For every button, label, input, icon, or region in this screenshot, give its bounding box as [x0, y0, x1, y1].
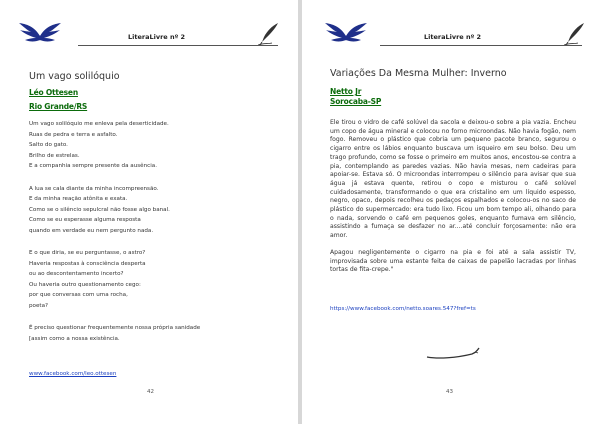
- verse-line: ou ao descontentamento incerto?: [29, 271, 124, 277]
- author-location[interactable]: Sorocaba-SP: [330, 97, 382, 106]
- verse-line: Como se eu esperasse alguma resposta: [29, 217, 141, 223]
- verse-line: E da minha reação atônita e exata.: [29, 196, 128, 202]
- author-name[interactable]: Netto Jr: [330, 87, 362, 96]
- verse-line: [assim como a nossa existência.: [29, 335, 120, 342]
- verse-line: quando em verdade eu nem pergunto nada.: [29, 227, 154, 234]
- verse-line: Ruas de pedra e terra e asfalto.: [29, 131, 118, 138]
- verse-line: Um vago solilóquio me enleva pela deserticidade.: [29, 121, 169, 127]
- verse-line: por que conversas com uma rocha,: [29, 292, 128, 298]
- page-header: [302, 20, 600, 60]
- flourish-ornament-icon: [426, 346, 480, 360]
- magazine-name: LiteraLivre nº 2: [424, 33, 482, 41]
- verse-line: A lua se cala diante da minha incompreensão.: [29, 185, 159, 192]
- page-number: 42: [147, 389, 154, 395]
- header-rule: [78, 45, 278, 46]
- stanza: [29, 119, 279, 172]
- author-facebook-link[interactable]: https://www.facebook.com/netto.soares.547?fref=ts: [330, 306, 476, 312]
- verse-line: Haveria respostas à consciência desperta: [29, 260, 146, 267]
- verse-line: poeta?: [29, 302, 49, 309]
- stanza: [29, 248, 279, 311]
- stanza: [29, 184, 279, 237]
- page-header: [0, 20, 298, 60]
- poem-body: [29, 119, 279, 356]
- author-name[interactable]: Léo Ottesen: [29, 88, 78, 97]
- poem-title: Um vago solilóquio: [29, 71, 120, 82]
- story-body: [330, 119, 576, 283]
- verse-line: Salto do gato.: [29, 142, 68, 148]
- quill-pen-icon: [564, 22, 586, 46]
- paragraph: Ele tirou o vidro de café solúvel da sacola e deixou-o sobre a pia vazia. Encheu um copo de água mineral e colocou no forno microondas. Não havia fogão, nem fogo. Removeu o plástico que cobria um pequeno pacote branco, segurou o cigarro entre os lábios enquanto buscava um isqueiro em seu bolso. Deu um trago profundo, como se fosse o primeiro em muitos anos, encostou-se contra a pia, contemplando as paredes vazias. Não havia mesas, nem cadeiras para apoiar-se. Estava só. O microondas interrompeu o silêncio para avisar que sua água já estava quente, retirou o copo e misturou o café solúvel cuidadosamente, transformando o que era cristalino em um líquido espesso, negro, opaco, depois recolheu os pedaços espalhados e colocou-os no saco de plástico do supermercado: era tudo lixo. Ficou um bom tempo ali, olhando para o nada, sorvendo o café em pequenos goles, enquanto fumava em silêncio, assistindo a fumaça se desfazer no ar....até concluir forçosamente: não era amor.: [330, 119, 576, 240]
- story-title: Variações Da Mesma Mulher: Inverno: [330, 68, 507, 79]
- paragraph: Apagou negligentemente o cigarro na pia e foi até a sala assistir TV, improvisada sobre uma estante feita de caixas de papelão lacradas por linhas tortas de fita-crepe.": [330, 248, 576, 274]
- author-location[interactable]: Rio Grande/RS: [29, 102, 88, 111]
- verse-line: Ou haveria outro questionamento cego:: [29, 281, 141, 288]
- left-page: [0, 0, 298, 424]
- magazine-name: LiteraLivre nº 2: [128, 33, 186, 41]
- verse-line: É preciso questionar frequentemente nossa própria sanidade: [29, 325, 201, 331]
- author-facebook-link[interactable]: www.facebook.com/leo.ottesen: [29, 371, 117, 377]
- quill-pen-icon: [258, 22, 280, 46]
- verse-line: Brilho de estrelas.: [29, 152, 80, 159]
- winged-logo-icon: [324, 20, 368, 48]
- verse-line: E a companhia sempre presente da ausência.: [29, 163, 157, 169]
- winged-logo-icon: [18, 20, 62, 48]
- page-number: 43: [446, 389, 453, 395]
- header-rule: [380, 45, 582, 46]
- verse-line: E o que diria, se eu perguntasse, o astro?: [29, 250, 146, 256]
- verse-line: Como se o silêncio sepulcral não fosse algo banal.: [29, 206, 170, 213]
- right-page: [302, 0, 600, 424]
- stanza: [29, 323, 279, 344]
